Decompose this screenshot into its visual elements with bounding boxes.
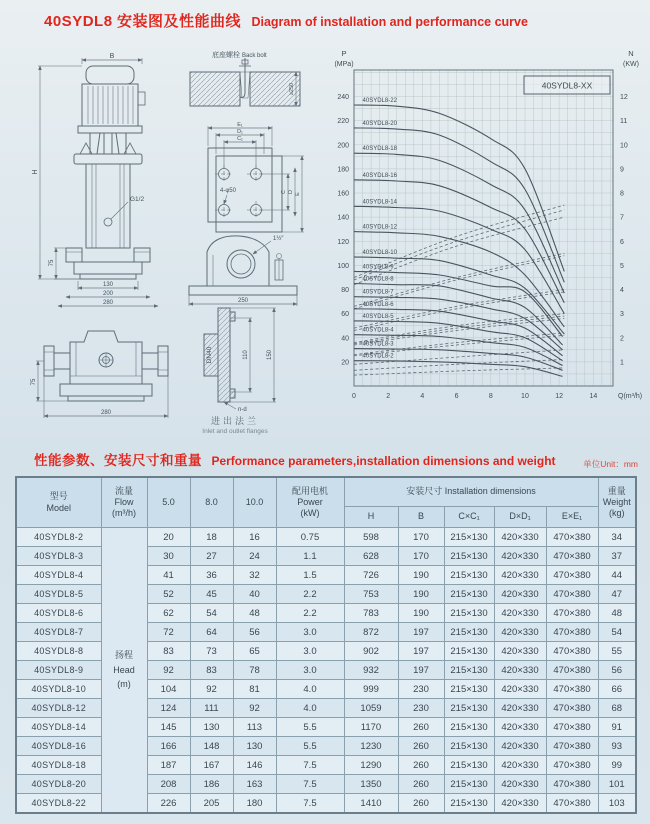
table-cell: 1350 (344, 775, 398, 794)
table-cell: 420×330 (494, 547, 546, 566)
table-cell: 420×330 (494, 566, 546, 585)
head-curve-label: 40SYDL8-10 (362, 249, 397, 256)
table-cell: 104 (147, 680, 190, 699)
chart-text: 12 (620, 94, 628, 102)
table-cell: 7.5 (276, 756, 344, 775)
table-cell: 420×330 (494, 794, 546, 814)
chart-text: 7 (620, 214, 624, 222)
table-cell: 260 (398, 775, 444, 794)
table-cell: 208 (147, 775, 190, 794)
base-plate-drawing (190, 118, 308, 236)
dim-75-front: 75 (49, 259, 55, 267)
dim-110: 110 (243, 350, 249, 360)
table-cell: 83 (147, 642, 190, 661)
chart-text: 6 (620, 238, 624, 246)
table-cell: 260 (398, 737, 444, 756)
page-title (44, 10, 528, 31)
table-cell: 167 (190, 756, 233, 775)
page-title-en: Diagram of installation and performance curve (251, 15, 528, 29)
table-cell: 81 (233, 680, 276, 699)
table-cell: 420×330 (494, 737, 546, 756)
table-cell: 41 (147, 566, 190, 585)
table-cell: 470×380 (546, 585, 598, 604)
table-cell: 470×380 (546, 775, 598, 794)
flange-caption-en: Inlet and outlet flanges (202, 428, 268, 435)
table-cell: 54 (190, 604, 233, 623)
head-curve-label: 40SYDL8-22 (362, 97, 397, 104)
table-cell: 40 (233, 585, 276, 604)
table-cell: 36 (190, 566, 233, 585)
chart-text: 40 (341, 335, 349, 343)
table-cell: 4.0 (276, 680, 344, 699)
table-cell: 190 (398, 566, 444, 585)
dim-D: D (288, 190, 294, 194)
table-cell: 0.75 (276, 528, 344, 547)
table-cell: 92 (233, 699, 276, 718)
col-power: 配用电机 Power (kW) (276, 477, 344, 528)
table-cell: 783 (344, 604, 398, 623)
table-cell: 44 (598, 566, 636, 585)
table-cell: 187 (147, 756, 190, 775)
dim-130: 130 (102, 282, 114, 288)
table-cell: 470×380 (546, 642, 598, 661)
dim-C: C (281, 190, 287, 194)
chart-text: 1 (620, 359, 624, 367)
table-cell: 420×330 (494, 680, 546, 699)
flange-dn-label: DN40 (206, 346, 213, 364)
table-cell: 215×130 (444, 680, 494, 699)
table-cell: 470×380 (546, 528, 598, 547)
chart-text: (KW) (623, 61, 639, 68)
chart-text: 10 (620, 142, 628, 150)
dim-250: 250 (237, 298, 249, 304)
model-cell: 40SYDL8-5 (16, 585, 101, 604)
flange-holes-label: n-d (238, 407, 247, 413)
table-cell: 78 (233, 661, 276, 680)
table-cell: 470×380 (546, 718, 598, 737)
power-curve (354, 289, 564, 331)
dim-150: 150 (267, 349, 273, 361)
table-cell: 470×380 (546, 680, 598, 699)
table-cell: 7.5 (276, 794, 344, 814)
section-heading-en: Performance parameters,installation dimensions and weight (211, 454, 556, 468)
chart-text: 240 (337, 94, 349, 102)
dim-ge250: ≥250 (289, 82, 295, 96)
table-cell: 2.2 (276, 585, 344, 604)
model-cell: 40SYDL8-14 (16, 718, 101, 737)
chart-text: Q(m³/h) (618, 393, 643, 400)
pump-body (74, 143, 144, 248)
table-header (16, 477, 636, 528)
table-cell: 470×380 (546, 623, 598, 642)
table-cell: 170 (398, 547, 444, 566)
table-cell: 260 (398, 718, 444, 737)
chart-text: 40SYDL8-XX (541, 80, 593, 91)
table-cell: 420×330 (494, 718, 546, 737)
model-cell: 40SYDL8-6 (16, 604, 101, 623)
table-cell: 1170 (344, 718, 398, 737)
chart-text: 80 (341, 287, 349, 295)
pump-port-label: G1/2 (130, 196, 145, 203)
chart-text: 14 (589, 393, 598, 400)
chart-text: N (628, 49, 634, 58)
table-cell: 420×330 (494, 528, 546, 547)
table-cell: 197 (398, 642, 444, 661)
table-cell: 215×130 (444, 623, 494, 642)
back-bolt-label-zh: 底座螺栓 (212, 52, 240, 59)
head-curve-label: 40SYDL8-5 (362, 313, 394, 320)
col-H: H (344, 507, 398, 528)
chart-text: 140 (337, 214, 349, 222)
unit-note: 单位Unit：mm (583, 459, 638, 469)
chart-text: 100 (337, 262, 349, 270)
col-ExE1: E×E₁ (546, 507, 598, 528)
table-cell: 420×330 (494, 585, 546, 604)
table-cell: 65 (233, 642, 276, 661)
table-cell: 470×380 (546, 699, 598, 718)
col-DxD1: D×D₁ (494, 507, 546, 528)
table-cell: 260 (398, 794, 444, 814)
table-cell: 420×330 (494, 775, 546, 794)
table-cell: 103 (598, 794, 636, 814)
table-cell: 52 (147, 585, 190, 604)
table-cell: 111 (190, 699, 233, 718)
table-cell: 186 (190, 775, 233, 794)
table-cell: 30 (147, 547, 190, 566)
table-cell: 37 (598, 547, 636, 566)
table-cell: 215×130 (444, 718, 494, 737)
table-cell: 48 (233, 604, 276, 623)
section-heading (34, 449, 556, 470)
chart-text: 2 (386, 393, 391, 400)
dim-75-side: 75 (31, 378, 37, 386)
table-cell: 598 (344, 528, 398, 547)
model-cell: 40SYDL8-7 (16, 623, 101, 642)
table-cell: 170 (398, 528, 444, 547)
chart-text: 4 (420, 393, 425, 400)
head-curve-label: 40SYDL8-20 (362, 120, 397, 127)
dim-280: 280 (102, 300, 114, 306)
col-q8: 8.0 (190, 477, 233, 528)
bracket-thread-label: 1½″ (273, 236, 284, 242)
table-cell: 32 (233, 566, 276, 585)
col-install: 安装尺寸 Installation dimensions (344, 477, 598, 507)
table-cell: 215×130 (444, 737, 494, 756)
table-cell: 215×130 (444, 585, 494, 604)
table-cell: 5.5 (276, 718, 344, 737)
model-cell: 40SYDL8-12 (16, 699, 101, 718)
head-curve-label: 40SYDL8-14 (362, 199, 397, 206)
table-cell: 902 (344, 642, 398, 661)
dim-200: 200 (102, 291, 114, 297)
table-cell: 3.0 (276, 661, 344, 680)
head-curve-label: 40SYDL8-4 (362, 327, 394, 334)
table-cell: 420×330 (494, 623, 546, 642)
model-cell: 40SYDL8-8 (16, 642, 101, 661)
chart-text: 4 (620, 287, 624, 295)
table-body (16, 528, 636, 814)
col-q10: 10.0 (233, 477, 276, 528)
table-cell: 470×380 (546, 547, 598, 566)
table-cell: 628 (344, 547, 398, 566)
table-cell: 7.5 (276, 775, 344, 794)
table-cell: 1230 (344, 737, 398, 756)
table-cell: 999 (344, 680, 398, 699)
table-cell: 470×380 (546, 737, 598, 756)
table-cell: 470×380 (546, 604, 598, 623)
dim-E1: E₁ (237, 122, 243, 128)
table-cell: 215×130 (444, 528, 494, 547)
table-cell: 4.0 (276, 699, 344, 718)
bracket-drawing (183, 228, 307, 312)
table-cell: 27 (190, 547, 233, 566)
table-cell: 215×130 (444, 699, 494, 718)
col-weight: 重量 Weight (kg) (598, 477, 636, 528)
table-row (16, 528, 636, 547)
col-model: 型号 Model (16, 477, 101, 528)
table-cell: 197 (398, 661, 444, 680)
table-cell: 16 (233, 528, 276, 547)
table-cell: 260 (398, 756, 444, 775)
pump-base (66, 248, 150, 279)
table-cell: 420×330 (494, 661, 546, 680)
table-cell: 56 (233, 623, 276, 642)
table-cell: 753 (344, 585, 398, 604)
performance-table (15, 476, 637, 814)
table-cell: 1059 (344, 699, 398, 718)
table-cell: 20 (147, 528, 190, 547)
chart-text: 12 (555, 393, 564, 400)
head-curve-label: 40SYDL8-9 (362, 264, 394, 271)
table-cell: 470×380 (546, 756, 598, 775)
chart-text: 160 (337, 190, 349, 198)
head-curve-label: 40SYDL8-6 (362, 301, 394, 308)
chart-text: 11 (620, 118, 628, 126)
chart-text: 0 (352, 393, 356, 400)
head-curve-label: 40SYDL8-12 (362, 224, 397, 231)
chart-text: 60 (341, 311, 349, 319)
table-cell: 420×330 (494, 604, 546, 623)
table-cell: 215×130 (444, 661, 494, 680)
table-cell: 101 (598, 775, 636, 794)
chart-text: 120 (337, 238, 349, 246)
table-cell: 470×380 (546, 661, 598, 680)
table-cell: 73 (190, 642, 233, 661)
table-cell: 68 (598, 699, 636, 718)
pump-front-view-drawing (30, 50, 182, 312)
col-q5: 5.0 (147, 477, 190, 528)
table-cell: 146 (233, 756, 276, 775)
dim-B: B (109, 53, 115, 60)
table-cell: 1290 (344, 756, 398, 775)
chart-text: 20 (341, 359, 349, 367)
table-cell: 72 (147, 623, 190, 642)
table-cell: 54 (598, 623, 636, 642)
table-cell: 66 (598, 680, 636, 699)
chart-text: 3 (620, 311, 624, 319)
pump-side-dimensions (31, 361, 168, 418)
head-curve-label: 40SYDL8-7 (362, 289, 394, 296)
dim-D1: D₁ (237, 129, 243, 135)
table-cell: 92 (190, 680, 233, 699)
head-curve-label: 40SYDL8-16 (362, 172, 397, 179)
table-cell: 45 (190, 585, 233, 604)
chart-text: 10 (521, 393, 529, 400)
table-cell: 226 (147, 794, 190, 814)
table-cell: 5.5 (276, 737, 344, 756)
table-cell: 47 (598, 585, 636, 604)
table-cell: 166 (147, 737, 190, 756)
chart-text: P (341, 49, 347, 58)
dim-H: H (32, 169, 39, 175)
table-cell: 163 (233, 775, 276, 794)
head-curve-label: 40SYDL8-3 (362, 341, 394, 348)
model-cell: 40SYDL8-3 (16, 547, 101, 566)
chart-text: (MPa) (334, 61, 354, 68)
table-cell: 420×330 (494, 699, 546, 718)
pump-side-view-drawing (30, 316, 182, 428)
model-cell: 40SYDL8-16 (16, 737, 101, 756)
col-CxC1: C×C₁ (444, 507, 494, 528)
table-cell: 83 (190, 661, 233, 680)
table-cell: 215×130 (444, 756, 494, 775)
table-cell: 124 (147, 699, 190, 718)
holes-label: 4-φ50 (220, 188, 236, 194)
table-cell: 420×330 (494, 642, 546, 661)
pump-motor (78, 66, 145, 133)
table-cell: 2.2 (276, 604, 344, 623)
pump-front-dimensions (32, 53, 158, 306)
table-cell: 180 (233, 794, 276, 814)
table-cell: 64 (190, 623, 233, 642)
table-cell: 215×130 (444, 794, 494, 814)
chart-text: 2 (620, 335, 624, 343)
table-cell: 55 (598, 642, 636, 661)
back-bolt-label-en: Back bolt (242, 53, 267, 59)
dim-280-side: 280 (100, 410, 112, 416)
table-cell: 932 (344, 661, 398, 680)
chart-text: 9 (620, 166, 624, 174)
col-flow: 流量 Flow (m³/h) (101, 477, 147, 528)
table-cell: 215×130 (444, 547, 494, 566)
dim-E: E (295, 192, 301, 196)
table-cell: 93 (598, 737, 636, 756)
chart-text: 8 (488, 393, 493, 400)
table-cell: 1.1 (276, 547, 344, 566)
table-cell: 56 (598, 661, 636, 680)
table-cell: 145 (147, 718, 190, 737)
head-merged-cell: 扬程 Head (m) (101, 528, 147, 814)
dim-C1: C₁ (237, 136, 243, 142)
foundation-drawing (186, 48, 304, 116)
chart-text: 180 (337, 166, 349, 174)
col-B: B (398, 507, 444, 528)
flange-drawing (198, 302, 302, 414)
table-cell: 18 (190, 528, 233, 547)
model-cell: 40SYDL8-18 (16, 756, 101, 775)
chart-text: 220 (337, 118, 349, 126)
head-curve-label: 40SYDL8-2 (362, 353, 394, 360)
table-cell: 420×330 (494, 756, 546, 775)
table-cell: 215×130 (444, 566, 494, 585)
table-cell: 3.0 (276, 623, 344, 642)
table-cell: 99 (598, 756, 636, 775)
table-cell: 1410 (344, 794, 398, 814)
flange-caption (175, 414, 295, 435)
section-heading-zh: 性能参数、安装尺寸和重量 (34, 453, 202, 468)
model-cell: 40SYDL8-2 (16, 528, 101, 547)
table-cell: 470×380 (546, 566, 598, 585)
page-title-model: 40SYDL8 (44, 13, 113, 30)
table-cell: 190 (398, 585, 444, 604)
table-cell: 3.0 (276, 642, 344, 661)
table-cell: 91 (598, 718, 636, 737)
head-curve (354, 105, 564, 271)
chart-text: 6 (454, 393, 459, 400)
table-cell: 230 (398, 699, 444, 718)
table-cell: 48 (598, 604, 636, 623)
table-cell: 130 (233, 737, 276, 756)
table-cell: 113 (233, 718, 276, 737)
table-cell: 62 (147, 604, 190, 623)
table-cell: 215×130 (444, 604, 494, 623)
model-cell: 40SYDL8-20 (16, 775, 101, 794)
table-cell: 470×380 (546, 794, 598, 814)
table-cell: 34 (598, 528, 636, 547)
chart-text: 5 (620, 262, 624, 270)
chart-text: 8 (620, 190, 624, 198)
model-cell: 40SYDL8-10 (16, 680, 101, 699)
table-cell: 130 (190, 718, 233, 737)
table-cell: 205 (190, 794, 233, 814)
table-cell: 190 (398, 604, 444, 623)
model-cell: 40SYDL8-4 (16, 566, 101, 585)
chart-text: 200 (337, 142, 349, 150)
page-title-zh: 安装图及性能曲线 (117, 13, 242, 30)
head-curve-label: 40SYDL8-8 (362, 276, 394, 283)
table-cell: 215×130 (444, 642, 494, 661)
model-cell: 40SYDL8-9 (16, 661, 101, 680)
table-cell: 92 (147, 661, 190, 680)
model-cell: 40SYDL8-22 (16, 794, 101, 814)
table-cell: 197 (398, 623, 444, 642)
head-curve-label: 40SYDL8-18 (362, 146, 397, 153)
table-cell: 230 (398, 680, 444, 699)
table-cell: 1.5 (276, 566, 344, 585)
table-cell: 24 (233, 547, 276, 566)
flange-caption-zh: 进出法兰 (210, 416, 259, 426)
table-cell: 872 (344, 623, 398, 642)
performance-chart-svg (332, 46, 650, 418)
table-cell: 726 (344, 566, 398, 585)
table-cell: 215×130 (444, 775, 494, 794)
pump-coupling (90, 133, 126, 154)
table-cell: 148 (190, 737, 233, 756)
